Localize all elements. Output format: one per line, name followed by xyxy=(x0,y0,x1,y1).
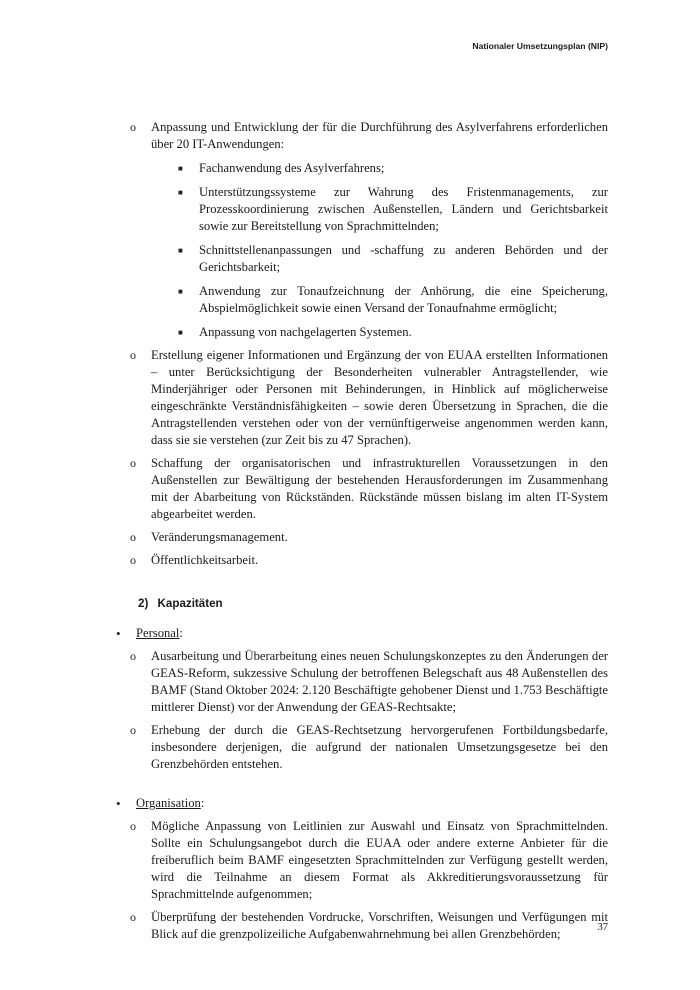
list-item xyxy=(130,552,608,569)
list-item xyxy=(130,818,608,903)
circle-bullet-icon: o xyxy=(130,348,136,362)
list-item-text: Öffentlichkeitsarbeit. xyxy=(151,553,259,567)
list-item-text: Schaffung der organisatorischen und infrastrukturellen Voraussetzungen in den Außenstellen zur Bewältigung der bestehenden Herausforderungen im Zusammenhang mit der Abarbeitung von Rückständen. Rückstände müssen bislang im alten IT-System abgearbeitet werden. xyxy=(151,456,608,521)
running-header: Nationaler Umsetzungsplan (NIP) xyxy=(472,41,608,51)
sub-list-item-text: Anpassung von nachgelagerten Systemen. xyxy=(199,325,412,339)
list-item-text: Ausarbeitung und Überarbeitung eines neuen Schulungskonzeptes zu den Änderungen der GEAS-Reform, sukzessive Schulung der betroffenen Belegschaft aus 48 Außenstellen des BAMF (Stand Oktober 2024: 2.120 Beschäftigte gehobener Dienst und 1.753 Beschäftigte mittlerer Dienst) vor der Anwendung der GEAS-Rechtsakte; xyxy=(151,649,608,714)
list-item-text: Veränderungsmanagement. xyxy=(151,530,288,544)
section-title: Kapazitäten xyxy=(157,597,223,610)
list-item xyxy=(130,347,608,449)
sub-list-item-text: Anwendung zur Tonaufzeichnung der Anhörung, die eine Speicherung, Abspielmöglichkeit sowie einen Versand der Tonaufnahme ermöglicht; xyxy=(199,284,608,315)
category-item xyxy=(116,795,608,812)
bullet-dot-icon: • xyxy=(116,626,121,641)
square-bullet-icon: ■ xyxy=(178,164,183,173)
circle-bullet-icon: o xyxy=(130,649,136,663)
circle-bullet-icon: o xyxy=(130,120,136,134)
circle-bullet-icon: o xyxy=(130,723,136,737)
sub-list-item-text: Fachanwendung des Asylverfahrens; xyxy=(199,161,385,175)
list-item-text: Überprüfung der bestehenden Vordrucke, Vorschriften, Weisungen und Verfügungen mit Blick auf die grenzpolizeiliche Aufgabenwahrnehmung bei allen Grenzbehörden; xyxy=(151,910,608,941)
bullet-dot-icon: • xyxy=(116,796,121,811)
category-label: Personal xyxy=(136,626,180,640)
circle-bullet-icon: o xyxy=(130,530,136,544)
sub-list-item xyxy=(178,184,608,235)
list-item xyxy=(130,119,608,153)
square-bullet-icon: ■ xyxy=(178,188,183,197)
category-colon: : xyxy=(179,626,183,640)
category-colon: : xyxy=(200,796,205,810)
circle-bullet-icon: o xyxy=(130,910,136,924)
page-number: 37 xyxy=(597,922,608,933)
sub-list-item-text: Schnittstellenanpassungen und -schaffung zu anderen Behörden und der Gerichtsbarkeit; xyxy=(199,243,608,274)
list-item xyxy=(130,909,608,943)
sub-list-item xyxy=(178,242,608,276)
section-heading xyxy=(138,596,700,612)
category-item xyxy=(116,625,608,642)
list-item xyxy=(130,648,608,716)
sub-list-item-text: Unterstützungssysteme zur Wahrung des Fristenmanagements, zur Prozesskoordinierung zwischen Außenstellen, Ländern und Gerichtsbarkeit sowie zur Bereitstellung von Sprachmittelnden; xyxy=(199,185,608,233)
section-number: 2) xyxy=(138,597,149,610)
square-bullet-icon: ■ xyxy=(178,328,183,337)
list-item-text: Erhebung der durch die GEAS-Rechtsetzung hervorgerufenen Fortbildungsbedarfe, insbesondere derjenigen, die aufgrund der nationalen Umsetzungsgesetze bei den Grenzbehörden entstehen. xyxy=(151,723,608,771)
category-label: Organisation xyxy=(136,796,201,810)
list-item-text: Mögliche Anpassung von Leitlinien zur Auswahl und Einsatz von Sprachmittelnden. Sollte ein Schulungsangebot durch die EUAA oder andere externe Anbieter für die freiberuflich beim BAMF eingesetzten Sprachmittelnden zur Verfügung gestellt werden, wird die Teilnahme an diesem Format als Akkreditierungsvoraussetzung für Sprachmittelnde aufgenommen; xyxy=(151,819,608,901)
square-bullet-icon: ■ xyxy=(178,287,183,296)
sub-list-item xyxy=(178,324,608,341)
list-item-text: Erstellung eigener Informationen und Ergänzung der von EUAA erstellten Informationen – unter Berücksichtigung der Besonderheiten vulnerabler Antragstellender, wie Minderjähriger oder Personen mit Behinderungen, in Hinblick auf möglicherweise eingeschränkte Verständnisfähigkeiten – sowie deren Übersetzung in Sprachen, die die Antragstellenden verstehen oder von der vernünftigerweise angenommen werden kann, dass sie sie verstehen (zur Zeit bis zu 47 Sprachen). xyxy=(151,348,608,447)
circle-bullet-icon: o xyxy=(130,819,136,833)
list-item xyxy=(130,722,608,773)
square-bullet-icon: ■ xyxy=(178,246,183,255)
list-item-text: Anpassung und Entwicklung der für die Durchführung des Asylverfahrens erforderlichen über 20 IT-Anwendungen: xyxy=(151,120,608,151)
sub-list-item xyxy=(178,283,608,317)
page-content xyxy=(0,119,700,943)
circle-bullet-icon: o xyxy=(130,456,136,470)
sub-list-item xyxy=(178,160,608,177)
circle-bullet-icon: o xyxy=(130,553,136,567)
list-item xyxy=(130,455,608,523)
list-item xyxy=(130,529,608,546)
